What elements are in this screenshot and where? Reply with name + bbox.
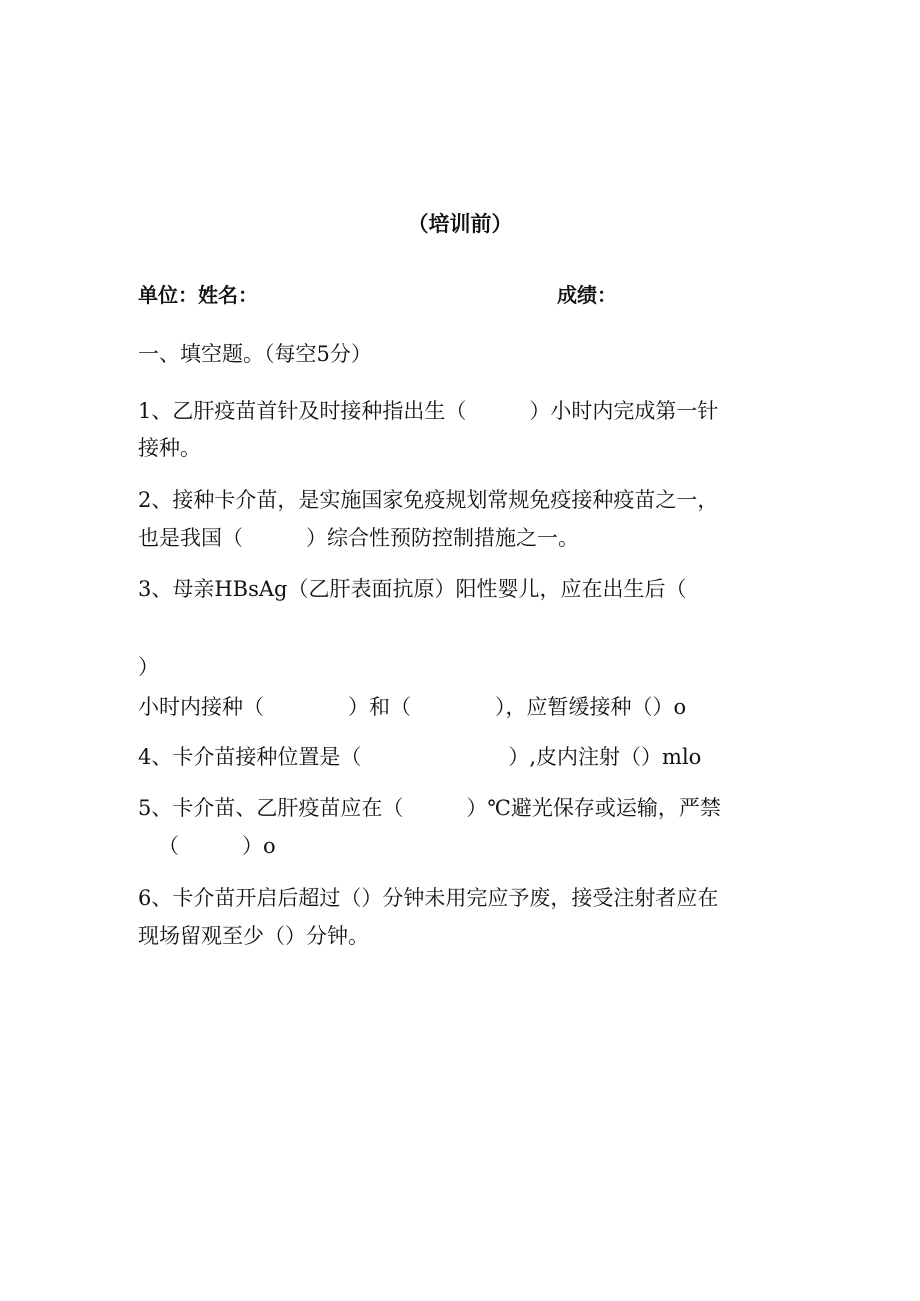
question-4-line-1: 4、卡介苗接种位置是（ ）,皮内注射（）mlo	[138, 745, 702, 769]
section-heading: 一、填空题。（每空5分）	[138, 342, 372, 366]
question-5-line-2: （ ）o	[158, 834, 276, 858]
question-5-line-1: 5、卡介苗、乙肝疫苗应在（ ）℃避光保存或运输，严禁	[138, 796, 721, 820]
question-6-line-2: 现场留观至少（）分钟。	[138, 924, 369, 948]
score-label: 成绩：	[557, 283, 617, 307]
page-title: （培训前）	[407, 212, 513, 236]
question-2-line-1: 2、接种卡介苗，是实施国家免疫规划常规免疫接种疫苗之一，	[138, 488, 719, 512]
question-1-line-1: 1、乙肝疫苗首针及时接种指出生（ ）小时内完成第一针	[138, 399, 719, 423]
unit-name-label: 单位：姓名：	[138, 283, 258, 307]
question-3-line-1: 3、母亲HBsAg（乙肝表面抗原）阳性婴儿，应在出生后（	[138, 577, 687, 601]
question-2-line-2: 也是我国（ ）综合性预防控制措施之一。	[138, 526, 579, 550]
question-1-line-2: 接种。	[138, 436, 201, 460]
question-3-line-2: ）	[138, 655, 159, 679]
question-6-line-1: 6、卡介苗开启后超过（）分钟未用完应予废，接受注射者应在	[138, 886, 719, 910]
question-3-line-3: 小时内接种（ ）和（ ），应暂缓接种（）o	[138, 695, 687, 719]
